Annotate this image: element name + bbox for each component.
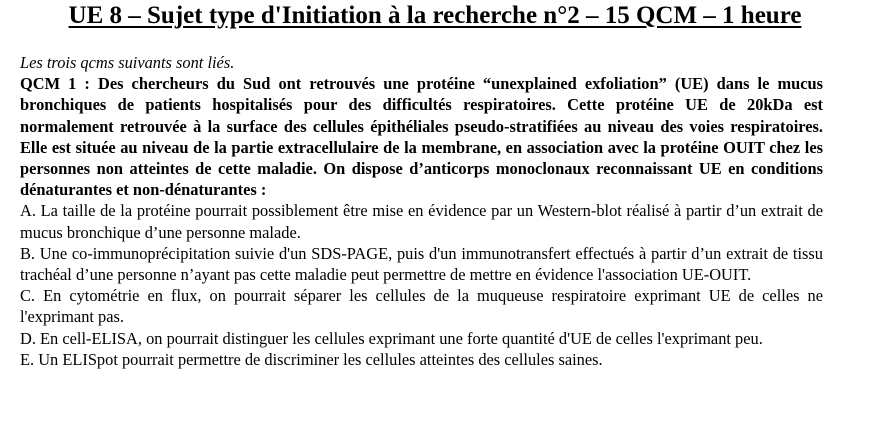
option-a: A. La taille de la protéine pourrait possiblement être mise en évidence par un Western-blot réalisé à partir d’un extrait de mucus bronchique d’une personne malade. — [20, 201, 823, 242]
option-c: C. En cytométrie en flux, on pourrait séparer les cellules de la muqueuse respiratoire exprimant UE de celles ne l'exprimant pas. — [20, 286, 823, 327]
question-text: QCM 1 : Des chercheurs du Sud ont retrouvés une protéine “unexplained exfoliation” (UE) dans le mucus bronchiques de patients hospitalisés pour des difficultés respiratoires. Cette protéine UE de 20kDa est normalement retrouvée à la surface des cellules épithéliales pseudo-stratifiées au niveau des voies respiratoires. Elle est située au niveau de la partie extracellulaire de la membrane, en association avec la protéine OUIT chez les personnes non atteintes de cette maladie. On dispose d’anticorps monoclonaux reconnaissant UE en conditions dénaturantes et non-dénaturantes : — [20, 74, 823, 200]
option-d: D. En cell-ELISA, on pourrait distinguer les cellules exprimant une forte quantité d'UE de celles l'exprimant peu. — [20, 328, 763, 348]
intro-text: Les trois qcms suivants sont liés. — [20, 53, 235, 72]
option-e: E. Un ELISpot pourrait permettre de discriminer les cellules atteintes des cellules saines. — [20, 349, 603, 369]
option-b: B. Une co-immunoprécipitation suivie d'un SDS-PAGE, puis d'un immunotransfert effectués à partir d’un extrait de tissu trachéal d’une personne n’ayant pas cette maladie peut permettre de mettre en évidence l'association UE-OUIT. — [20, 243, 823, 285]
document-title: UE 8 – Sujet type d'Initiation à la recherche n°2 – 15 QCM – 1 heure — [68, 2, 802, 29]
document-body — [20, 52, 823, 370]
